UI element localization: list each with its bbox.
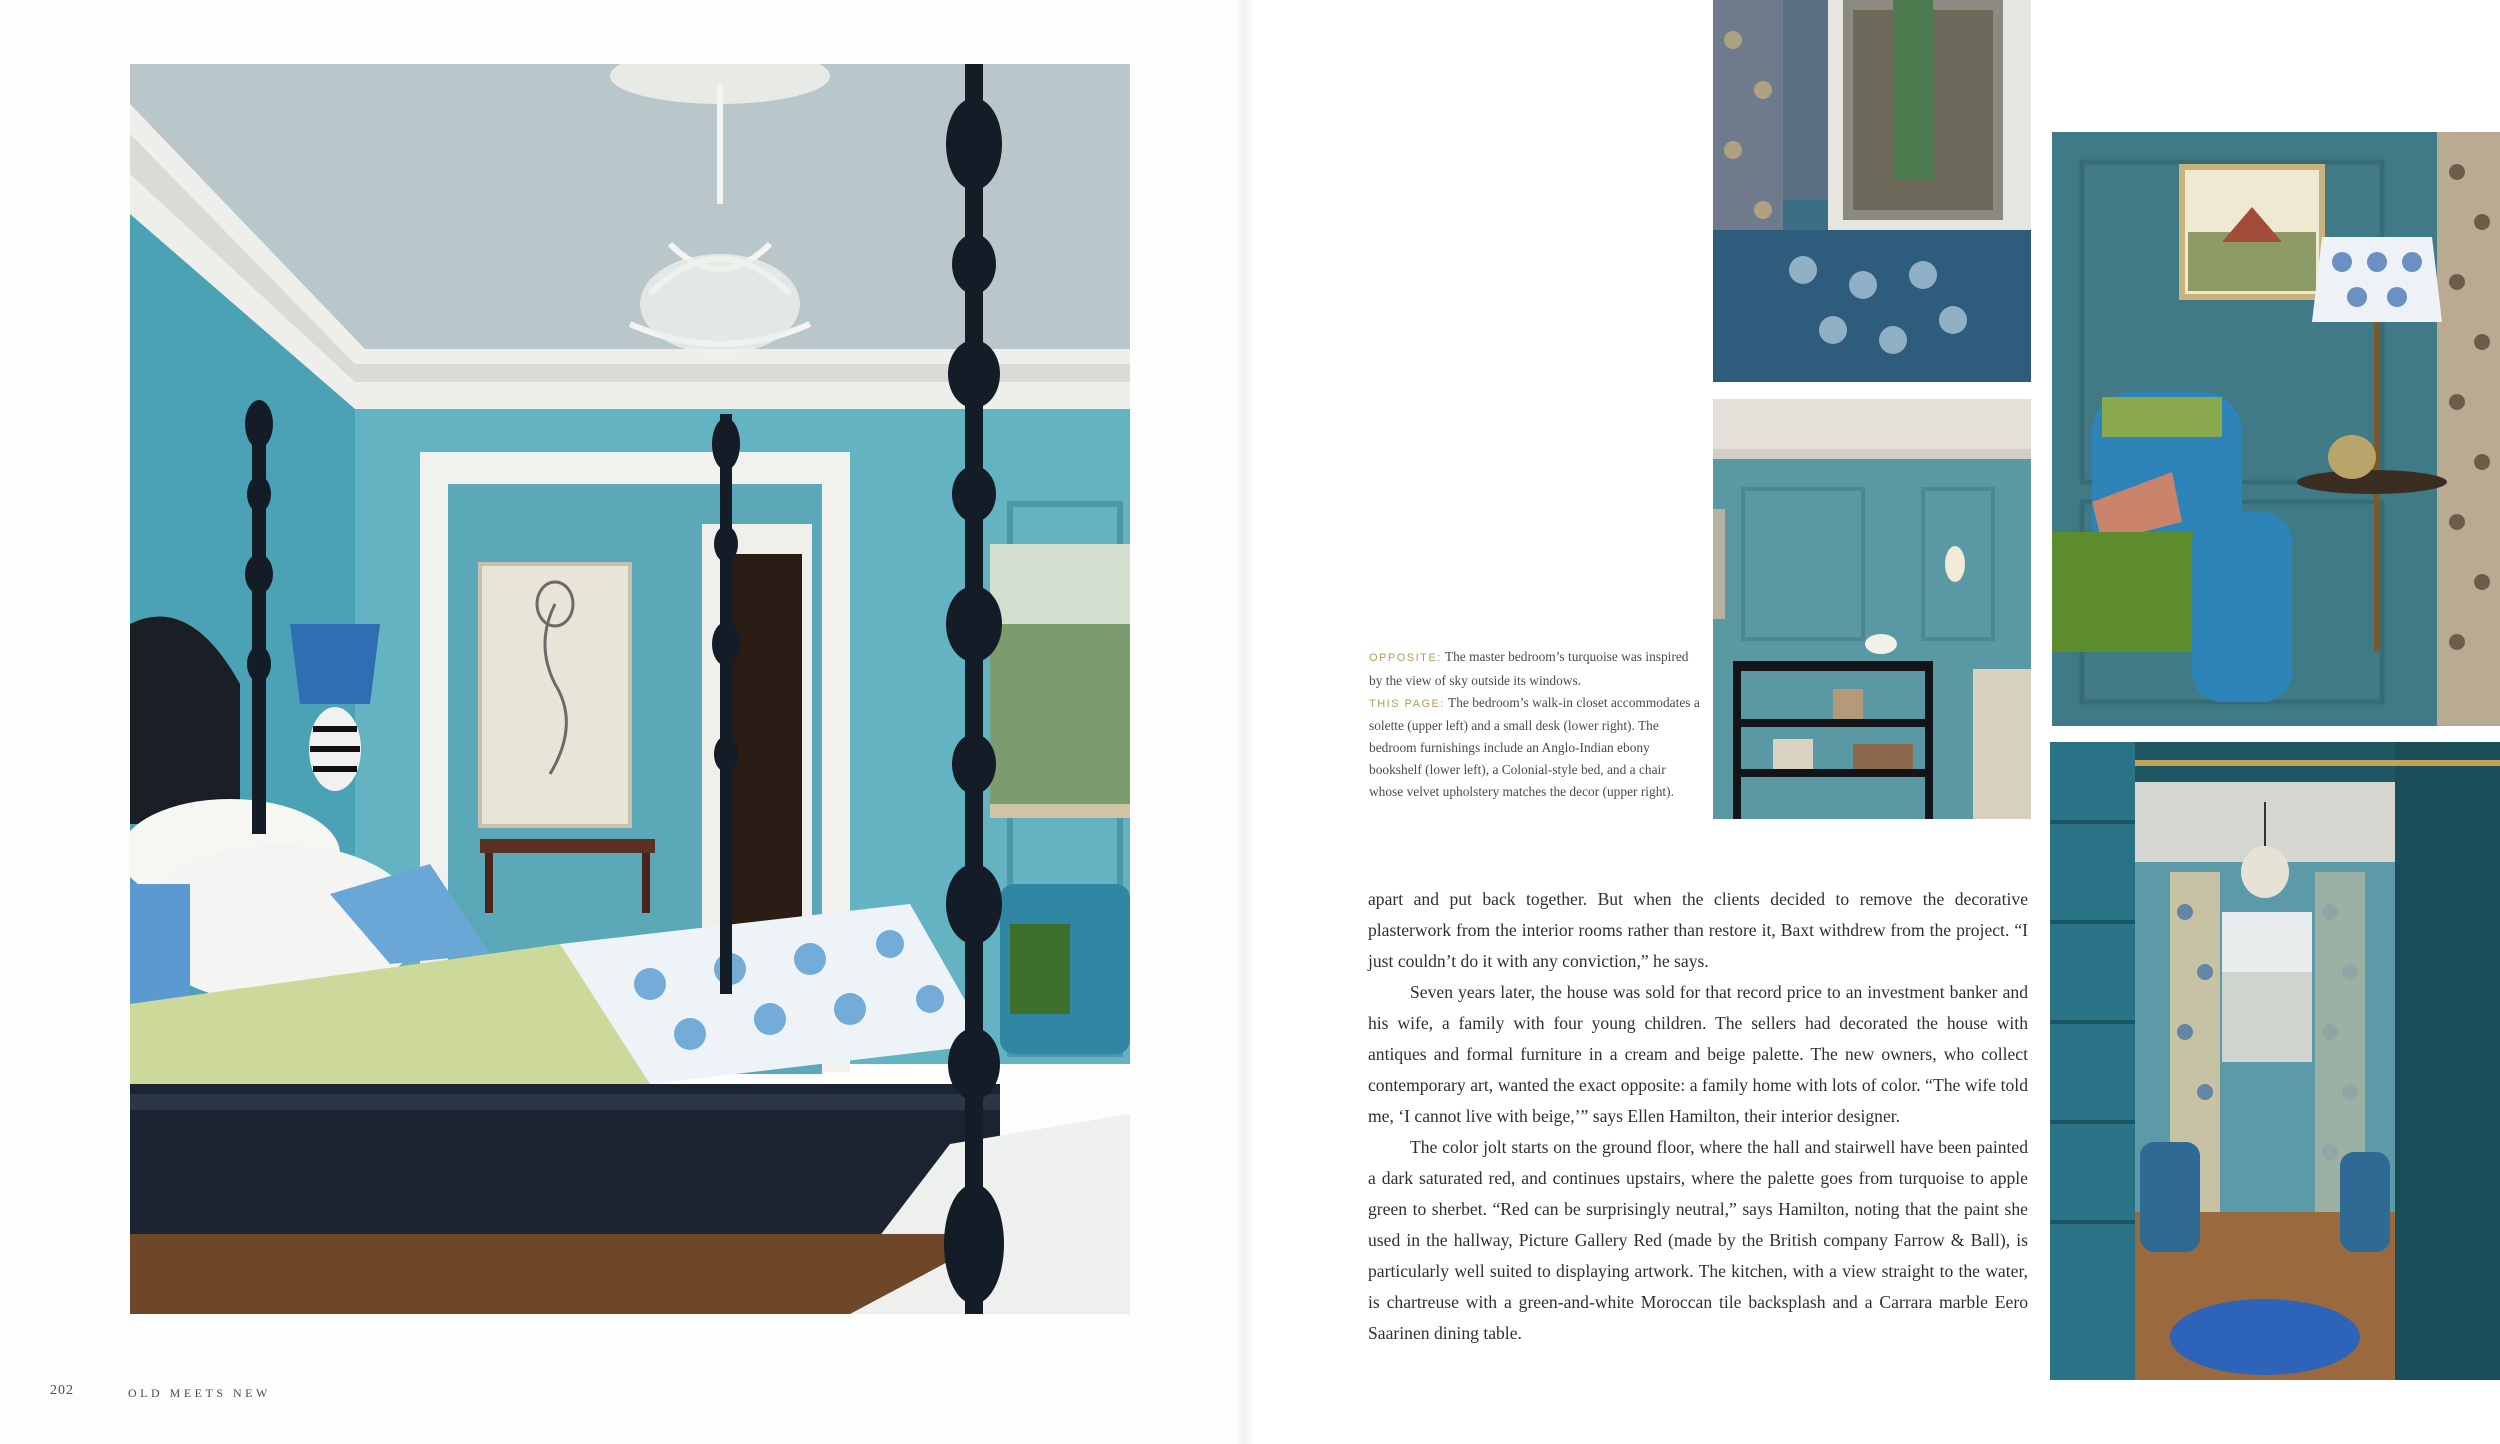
- photo-caption: [1369, 646, 1703, 803]
- caption-label-opposite: OPPOSITE:: [1369, 652, 1442, 664]
- velvet-chair-photo: [2052, 132, 2500, 726]
- paragraph: The color jolt starts on the ground floor, where the hall and stairwell have been painted a dark saturated red, and continues upstairs, where the palette goes from turquoise to apple green to sherbet. “Red can be surprisingly neutral,” says Hamilton, noting that the paint she used in the hallway, Picture Gallery Red (made by the British company Farrow & Ball), is particularly well suited to displaying artwork. The kitchen, with a view straight to the water, is chartreuse with a green-and-white Moroccan tile backsplash and a Carrara marble Eero Saarinen dining table.: [1368, 1137, 2028, 1343]
- walk-in-closet-photo: [2050, 742, 2500, 1380]
- book-gutter: [1236, 0, 1254, 1444]
- closet-solette-photo: [1713, 0, 2031, 382]
- article-body: [1368, 884, 2028, 1349]
- bedroom-photo: [130, 64, 1130, 1314]
- paragraph: Seven years later, the house was sold for that record price to an investment banker and his wife, a family with four young children. The sellers had decorated the house with antiques and formal furniture in a cream and beige palette. The new owners, who collect contemporary art, wanted the exact opposite: a family home with lots of color. “The wife told me, ‘I cannot live with beige,’” says Ellen Hamilton, their interior designer.: [1368, 982, 2028, 1126]
- page-number: 202: [50, 1383, 74, 1398]
- bookshelf-photo: [1713, 399, 2031, 819]
- caption-label-this-page: THIS PAGE:: [1369, 697, 1445, 710]
- paragraph: apart and put back together. But when the clients decided to remove the decorative plasterwork from the interior rooms rather than restore it, Baxt withdrew from the project. “I just couldn’t do it with any conviction,” he says.: [1368, 889, 2028, 971]
- section-title: OLD MEETS NEW: [128, 1386, 271, 1400]
- caption-text-this-page: The bedroom’s walk-in closet accommodates a solette (upper left) and a small desk (lower right). The bedroom furnishings include an Anglo-Indian ebony bookshelf (lower left), a Colonial-style bed, and a chair whose velvet upholstery matches the decor (upper right).: [1369, 694, 1700, 799]
- caption-text-opposite: The master bedroom’s turquoise was inspired by the view of sky outside its windows.: [1369, 649, 1689, 688]
